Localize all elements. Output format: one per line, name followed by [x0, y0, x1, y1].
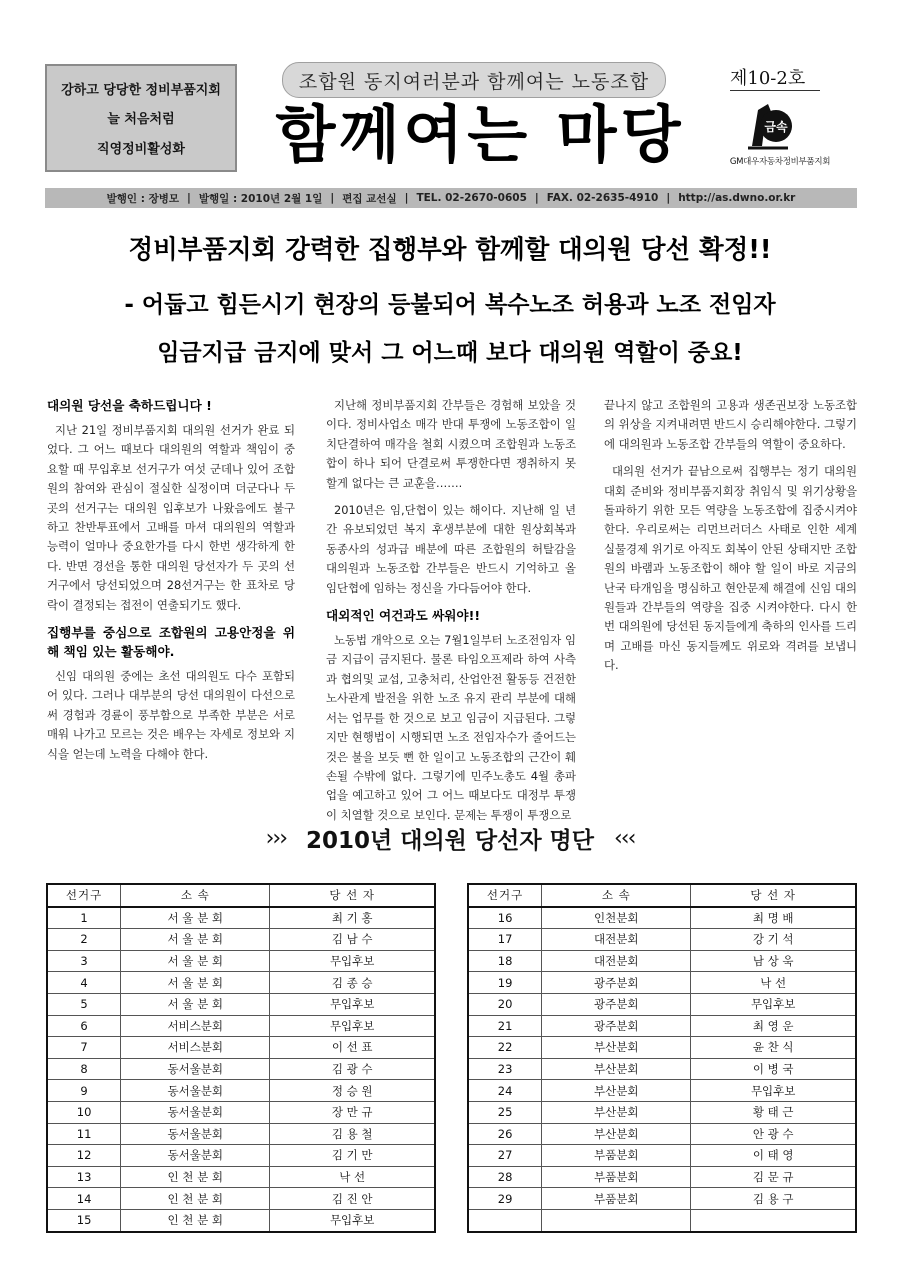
arrow-right-icon: ›››: [265, 825, 286, 851]
header-district: 선거구: [468, 884, 542, 907]
paragraph: 노동법 개악으로 오는 7월1일부터 노조전임자 임금 지급이 금지된다. 물론 타임오프제라 하여 사측과 협의및 교섭, 고충처리, 산업안전 활동등 건전한 노사관계 발전을 위한 노조 유지 관리 부분에 대해서는 업무를 한 것으로 보고 임금이 지급된다. 그렇지만 현행법이 시행되면 노조 전임자수가 줄어드는 것은 불을 보듯 뻔 한 일이고 노동조합의 근간이 훼손될 수밖에 없다. 그렇기에 민주노총도 4월 총파업을 예고하고 있어 그 어느 때보다도 대정부 투쟁이 치열할 것으로 보인다. 문제는 투쟁이 투쟁으로: [326, 633, 576, 822]
cell-winner: 김 기 만: [270, 1145, 435, 1167]
cell-winner: 최 기 홍: [270, 907, 435, 929]
table-row: [47, 929, 435, 951]
cell-affiliation: 부산분회: [542, 1080, 691, 1102]
cell-affiliation: 광주분회: [542, 993, 691, 1015]
paragraph: 지난 21일 정비부품지회 대의원 선거가 완료 되었다. 그 어느 때보다 대의원의 역할과 책임이 중요할 때 무입후보 선거구가 여섯 군데나 있어 조합원의 참여와 관심이 절실한 실정이며 더군다나 두 곳의 선거구는 대의원 입후보가 나왔음에도 불구하고 찬반투표에서 고배를 마셔 대의원의 역할과 능력이 얼마나 중요한가를 다시 한번 생각하게 한다. 반면 경선을 통한 대의원 당선자가 두 곳의 선거구에서 당선되었으며 28선거구는 한 표차로 당락이 결정되는 접전이 연출되기도 했다.: [47, 423, 295, 612]
cell-district: 24: [468, 1080, 542, 1102]
arrow-left-icon: ‹‹‹: [614, 825, 635, 851]
cell-district: 16: [468, 907, 542, 929]
cell-winner: [691, 1209, 856, 1231]
logo-text: 금속: [764, 120, 788, 134]
cell-affiliation: 대전분회: [542, 950, 691, 972]
slogan-box: [45, 64, 237, 172]
cell-winner: 김 종 승: [270, 972, 435, 994]
cell-winner: 무입후보: [691, 993, 856, 1015]
cell-winner: 무입후보: [691, 1080, 856, 1102]
cell-affiliation: 광주분회: [542, 1015, 691, 1037]
cell-district: 10: [47, 1101, 121, 1123]
paragraph: 신임 대의원 중에는 초선 대의원도 다수 포함되어 있다. 그러나 대부분의 당선 대의원이 다선으로써 경험과 경륜이 풍부함으로 부족한 부분은 서로 매워 나가고 모르는 것은 배우는 자세로 정보와 지식을 얻는데 노력을 다해야 한다.: [47, 669, 295, 761]
cell-district: 26: [468, 1123, 542, 1145]
table-row: [468, 1101, 856, 1123]
tagline: 조합원 동지여러분과 함께여는 노동조합: [282, 62, 666, 98]
cell-affiliation: 부산분회: [542, 1123, 691, 1145]
table-row: [47, 907, 435, 929]
paragraph-continued: 끝나지 않고 조합원의 고용과 생존권보장 노동조합의 위상을 지켜내려면 반드시 승리해야한다. 그렇기에 대의원과 노동조합 간부들의 역할이 중요하다.: [604, 398, 857, 451]
sub-headline-1: - 어둡고 힘든시기 현장의 등불되어 복수노조 허용과 노조 전임자: [124, 292, 776, 318]
cell-winner: 무입후보: [270, 993, 435, 1015]
cell-district: [468, 1209, 542, 1231]
header-district: 선거구: [47, 884, 121, 907]
cell-district: 6: [47, 1015, 121, 1037]
table-row: [47, 1209, 435, 1231]
header-winner: 당 선 자: [691, 884, 856, 907]
cell-district: 8: [47, 1058, 121, 1080]
cell-winner: 낙 선: [691, 972, 856, 994]
cell-affiliation: 서 울 분 회: [121, 907, 270, 929]
table-row: [468, 972, 856, 994]
cell-winner: 김 광 수: [270, 1058, 435, 1080]
cell-winner: 낙 선: [270, 1166, 435, 1188]
cell-winner: 강 기 석: [691, 929, 856, 951]
cell-district: 13: [47, 1166, 121, 1188]
cell-affiliation: 광주분회: [542, 972, 691, 994]
header-affiliation: 소 속: [542, 884, 691, 907]
cell-district: 5: [47, 993, 121, 1015]
sub-headline-2: 임금지급 금지에 맞서 그 어느때 보다 대의원 역할이 중요!: [157, 340, 743, 366]
cell-affiliation: 서 울 분 회: [121, 972, 270, 994]
table-row: [468, 929, 856, 951]
roster-title: [0, 820, 900, 856]
cell-winner: 김 용 철: [270, 1123, 435, 1145]
publisher-name: GM대우자동차정비부품지회: [729, 157, 831, 167]
cell-winner: 안 광 수: [691, 1123, 856, 1145]
cell-district: 23: [468, 1058, 542, 1080]
cell-affiliation: 동서울분회: [121, 1101, 270, 1123]
cell-district: 19: [468, 972, 542, 994]
cell-district: 21: [468, 1015, 542, 1037]
section-heading: 집행부를 중심으로 조합원의 고용안정을 위해 책임 있는 활동해야.: [47, 625, 295, 660]
table-row: [468, 1188, 856, 1210]
cell-winner: 이 태 영: [691, 1145, 856, 1167]
info-fax: FAX. 02-2635-4910: [546, 192, 659, 204]
cell-winner: 이 병 국: [691, 1058, 856, 1080]
table-row: [468, 1123, 856, 1145]
cell-affiliation: 서비스분회: [121, 1015, 270, 1037]
cell-winner: 남 상 욱: [691, 950, 856, 972]
cell-affiliation: 부품분회: [542, 1145, 691, 1167]
table-row: [47, 1166, 435, 1188]
cell-district: 12: [47, 1145, 121, 1167]
cell-affiliation: 동서울분회: [121, 1080, 270, 1102]
cell-affiliation: 인천분회: [542, 907, 691, 929]
main-headline: 정비부품지회 강력한 집행부와 함께할 대의원 당선 확정!!: [128, 235, 772, 265]
header-affiliation: 소 속: [121, 884, 270, 907]
cell-district: 14: [47, 1188, 121, 1210]
cell-district: 9: [47, 1080, 121, 1102]
table-row: [468, 950, 856, 972]
article-column-3: [604, 396, 857, 684]
table-row: [468, 993, 856, 1015]
table-row: [47, 1145, 435, 1167]
cell-affiliation: 동서울분회: [121, 1145, 270, 1167]
table-row: [47, 1058, 435, 1080]
cell-affiliation: 서 울 분 회: [121, 929, 270, 951]
article-column-1: [47, 396, 295, 772]
cell-winner: 이 선 표: [270, 1037, 435, 1059]
table-row: [47, 993, 435, 1015]
cell-district: 20: [468, 993, 542, 1015]
cell-winner: 김 용 구: [691, 1188, 856, 1210]
table-row: [47, 1037, 435, 1059]
table-row: [47, 972, 435, 994]
slogan-line: 늘 처음처럼: [107, 112, 175, 128]
cell-district: 18: [468, 950, 542, 972]
cell-district: 7: [47, 1037, 121, 1059]
cell-winner: 황 태 근: [691, 1101, 856, 1123]
section-heading: 대외적인 여건과도 싸워야!!: [326, 608, 481, 624]
cell-district: 17: [468, 929, 542, 951]
cell-affiliation: [542, 1209, 691, 1231]
roster-table-right: [467, 883, 857, 1233]
slogan-line: 직영정비활성화: [97, 141, 185, 157]
info-publisher: 발행인 : 장병모: [106, 192, 180, 205]
table-header-row: [47, 884, 435, 907]
table-row: [47, 950, 435, 972]
cell-winner: 김 남 수: [270, 929, 435, 951]
cell-winner: 김 문 규: [691, 1166, 856, 1188]
cell-affiliation: 부산분회: [542, 1058, 691, 1080]
cell-winner: 무입후보: [270, 1015, 435, 1037]
table-row: [468, 1145, 856, 1167]
table-row: [468, 1037, 856, 1059]
cell-winner: 무입후보: [270, 950, 435, 972]
table-row: [468, 1080, 856, 1102]
slogan-line: 강하고 당당한 정비부품지회: [61, 83, 221, 99]
paragraph: 대의원 선거가 끝남으로써 집행부는 정기 대의원대회 준비와 정비부품지회장 취임식 및 위기상황을 돌파하기 위한 모든 역량을 노동조합에 집중시켜야 한다. 우리로써는 리먼브러더스 사태로 인한 세계 실물경제 위기로 아직도 회복이 안된 상태지만 조합원의 바램과 노동조합이 해야 할 일이 바로 지금의 난국 타개임을 명심하고 현안문제 해결에 신임 대의원들과 간부들의 역량을 집중 시켜야한다. 다시 한 번 대의원에 당선된 동지들에게 축하의 인사를 드리며 고배를 마신 동지들께도 위로와 격려를 보냅니다.: [604, 464, 857, 673]
cell-affiliation: 대전분회: [542, 929, 691, 951]
cell-winner: 윤 찬 식: [691, 1037, 856, 1059]
cell-district: 22: [468, 1037, 542, 1059]
roster-title-text: 2010년 대의원 당선자 명단: [306, 827, 594, 854]
table-row: [47, 1101, 435, 1123]
info-tel: TEL. 02-2670-0605: [416, 192, 527, 204]
cell-district: 2: [47, 929, 121, 951]
cell-affiliation: 부산분회: [542, 1037, 691, 1059]
cell-district: 11: [47, 1123, 121, 1145]
cell-winner: 최 명 배: [691, 907, 856, 929]
table-row: [47, 1188, 435, 1210]
paragraph: 지난해 정비부품지회 간부들은 경험해 보았을 것이다. 정비사업소 매각 반대 투쟁에 노동조합이 일치단결하여 매각을 철회 시켰으며 조합원과 노동조합이 하나 되어 단결로써 투쟁한다면 쟁취하지 못 할게 없다는 큰 교훈을…….: [326, 398, 576, 490]
cell-affiliation: 부산분회: [542, 1101, 691, 1123]
cell-affiliation: 서비스분회: [121, 1037, 270, 1059]
cell-affiliation: 서 울 분 회: [121, 950, 270, 972]
table-header-row: [468, 884, 856, 907]
cell-affiliation: 인 천 분 회: [121, 1188, 270, 1210]
table-row: [47, 1080, 435, 1102]
cell-district: 27: [468, 1145, 542, 1167]
cell-winner: 무입후보: [270, 1209, 435, 1231]
cell-affiliation: 동서울분회: [121, 1123, 270, 1145]
cell-winner: 정 승 원: [270, 1080, 435, 1102]
paragraph: 2010년은 임,단협이 있는 해이다. 지난해 일 년간 유보되었던 복지 후생부분에 대한 원상회복과 동종사의 성과급 배분에 따른 조합원의 허탈감을 대의원과 노동조합 간부들은 반드시 기억하고 올 임단협에 임하는 정신을 가다듬어야 한다.: [326, 503, 576, 595]
info-url: http://as.dwno.or.kr: [678, 192, 796, 204]
cell-affiliation: 인 천 분 회: [121, 1209, 270, 1231]
cell-district: 15: [47, 1209, 121, 1231]
cell-district: 29: [468, 1188, 542, 1210]
cell-affiliation: 부품분회: [542, 1166, 691, 1188]
table-row: [47, 1015, 435, 1037]
table-row: [468, 907, 856, 929]
info-bar: 발행인 : 장병모 | 발행일 : 2010년 2월 1일 | 편집 교선실 | TEL. 02-2670-0605 | FAX. 02-2635-4910 | http://as.dwno.or.kr: [45, 188, 857, 208]
table-row: [47, 1123, 435, 1145]
table-row: [468, 1058, 856, 1080]
roster-table-left: [46, 883, 436, 1233]
section-heading: 대의원 당선을 축하드립니다 !: [47, 398, 212, 413]
cell-district: 28: [468, 1166, 542, 1188]
cell-affiliation: 서 울 분 회: [121, 993, 270, 1015]
info-editor: 편집 교선실: [342, 192, 397, 205]
info-date: 발행일 : 2010년 2월 1일: [198, 192, 323, 205]
cell-district: 3: [47, 950, 121, 972]
cell-district: 1: [47, 907, 121, 929]
cell-district: 25: [468, 1101, 542, 1123]
cell-affiliation: 부품분회: [542, 1188, 691, 1210]
newsletter-title: 함께여는 마당: [275, 98, 685, 171]
union-logo-icon: [738, 96, 798, 152]
header-winner: 당 선 자: [270, 884, 435, 907]
cell-winner: 장 만 규: [270, 1101, 435, 1123]
table-row: [468, 1209, 856, 1231]
table-row: [468, 1015, 856, 1037]
cell-winner: 최 영 운: [691, 1015, 856, 1037]
table-row: [468, 1166, 856, 1188]
article-column-2: [326, 396, 576, 835]
cell-district: 4: [47, 972, 121, 994]
cell-winner: 김 진 안: [270, 1188, 435, 1210]
cell-affiliation: 인 천 분 회: [121, 1166, 270, 1188]
cell-affiliation: 동서울분회: [121, 1058, 270, 1080]
issue-number: 제10-2호: [730, 68, 820, 91]
